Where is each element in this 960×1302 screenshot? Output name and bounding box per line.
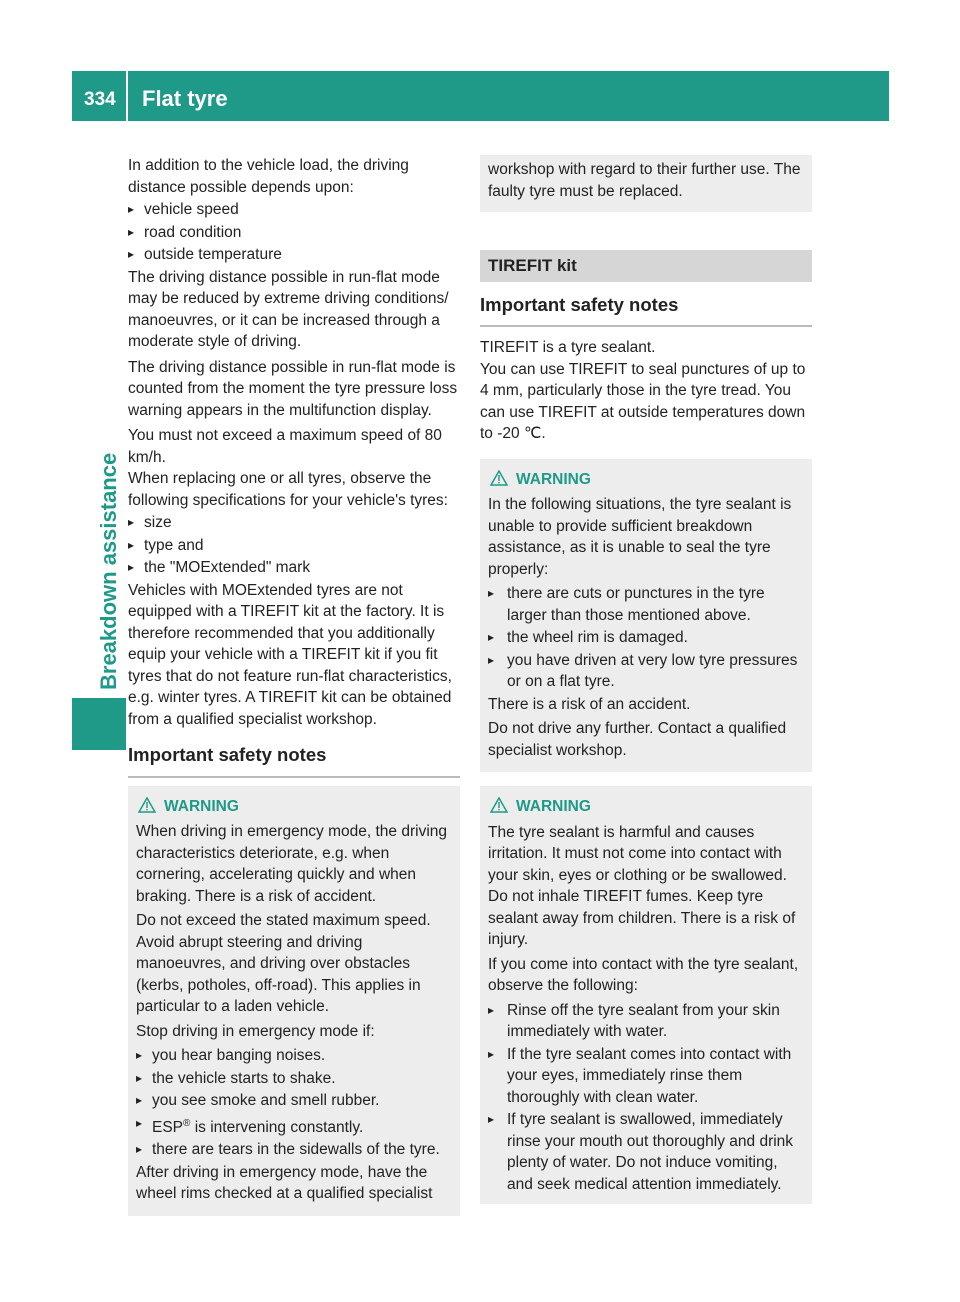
paragraph: After driving in emergency mode, have the wheel rims checked at a qualified specialist — [136, 1163, 433, 1203]
list-item: ▸ type and — [128, 535, 460, 557]
warning-label: WARNING — [516, 470, 591, 488]
paragraph: The driving distance possible in run-flat mode may be reduced by extreme driving conditions/ manoeuvres, or it can be increased through a moderate style of driving. — [128, 268, 449, 350]
paragraph: When driving in emergency mode, the driving characteristics deteriorate, e.g. when cornering, accelerating quickly and when braking. There is a risk of accident. — [136, 823, 448, 905]
paragraph: The tyre sealant is harmful and causes irritation. It must not come into contact with your skin, eyes or clothing or be swallowed. Do not inhale TIREFIT fumes. Keep tyre sealant away from children. There is a risk of injury. — [488, 823, 796, 948]
list-item — [136, 1113, 452, 1139]
paragraph: Do not exceed the stated maximum speed. Avoid abrupt steering and driving manoeuvres, and driving over obstacles (kerbs, potholes, off-road). This applies in particular to a laden vehicle. — [136, 912, 431, 1015]
esp-text: is intervening constantly. — [190, 1118, 364, 1136]
side-label — [70, 146, 126, 690]
right-column — [480, 155, 812, 1204]
paragraph: Stop driving in emergency mode if: — [136, 1022, 375, 1040]
subheading: Important safety notes — [480, 294, 812, 328]
paragraph: In the following situations, the tyre sealant is unable to provide sufficient breakdown assistance, as it is unable to seal the tyre properly: — [488, 496, 792, 578]
warning-triangle-icon — [490, 470, 508, 486]
paragraph: workshop with regard to their further use. The faulty tyre must be replaced. — [488, 161, 801, 200]
page-number: 334 — [84, 89, 116, 110]
list-item: ▸ you have driven at very low tyre pressures or on a flat tyre. — [488, 650, 804, 693]
registered-mark: ® — [183, 1117, 191, 1129]
paragraph: If you come into contact with the tyre sealant, observe the following: — [488, 955, 799, 994]
list-item: ▸ there are cuts or punctures in the tyre larger than those mentioned above. — [488, 583, 804, 626]
paragraph: Vehicles with MOExtended tyres are not equipped with a TIREFIT kit at the factory. It is therefore recommended that you additionally equip your vehicle with a TIREFIT kit if you fit tyres that do not feature run-flat characteristics, e.g. winter tyres. A TIREFIT kit can be obtained from a qualified specialist workshop. — [128, 581, 452, 728]
kit-title: TIREFIT kit — [480, 250, 812, 282]
list-item: ▸ If the tyre sealant comes into contact with your eyes, immediately rinse them thoroughly with clean water. — [488, 1044, 804, 1109]
warning-title — [488, 469, 804, 491]
paragraph: TIREFIT is a tyre sealant. — [480, 339, 656, 356]
list-item: ▸ If tyre sealant is swallowed, immediately rinse your mouth out thoroughly and drink plenty of water. Do not induce vomiting, and seek medical attention immediately. — [488, 1109, 804, 1195]
subheading: Important safety notes — [128, 744, 460, 778]
warning-title — [488, 796, 804, 818]
warning-title — [136, 796, 452, 818]
list-item: ▸ vehicle speed — [128, 199, 460, 221]
list-item: ▸ the "MOExtended" mark — [128, 557, 460, 579]
paragraph: When replacing one or all tyres, observe the following specifications for your vehicle's tyres: — [128, 470, 448, 509]
warning-box — [480, 459, 812, 773]
warning-triangle-icon — [138, 797, 156, 813]
list-item: ▸ outside temperature — [128, 244, 460, 266]
warning-label: WARNING — [516, 798, 591, 815]
list-item: ▸ the wheel rim is damaged. — [488, 627, 804, 649]
warning-box — [128, 786, 460, 1216]
esp-label: ESP — [152, 1118, 184, 1136]
list-item: ▸ you hear banging noises. — [136, 1045, 452, 1067]
list-item: ▸ the vehicle starts to shake. — [136, 1068, 452, 1090]
side-block — [72, 698, 126, 750]
list-item: ▸ there are tears in the sidewalls of the tyre. — [136, 1139, 452, 1161]
left-column — [128, 155, 460, 1216]
warning-triangle-icon — [490, 797, 508, 813]
paragraph: There is a risk of an accident. — [488, 695, 691, 713]
paragraph: You can use TIREFIT to seal punctures of up to 4 mm, particularly those in the tyre tread. You can use TIREFIT at outside temperatures down to -20 ℃. — [480, 360, 806, 442]
paragraph: You must not exceed a maximum speed of 80 km/h. — [128, 427, 442, 466]
paragraph: In addition to the vehicle load, the driving distance possible depends upon: — [128, 157, 409, 196]
list-item: ▸ you see smoke and smell rubber. — [136, 1090, 452, 1112]
header-divider — [126, 71, 128, 121]
paragraph: The driving distance possible in run-flat mode is counted from the moment the tyre pressure loss warning appears in the multifunction display. — [128, 358, 458, 419]
list-item: ▸ size — [128, 512, 460, 534]
list-item: ▸ road condition — [128, 222, 460, 244]
paragraph: Do not drive any further. Contact a qualified specialist workshop. — [488, 720, 787, 759]
warning-label: WARNING — [164, 797, 239, 815]
continued-warning-box — [480, 155, 812, 212]
list-item: ▸ Rinse off the tyre sealant from your skin immediately with water. — [488, 1000, 804, 1043]
section-title: Flat tyre — [142, 86, 228, 111]
warning-box — [480, 786, 812, 1204]
side-label-text: Breakdown assistance — [96, 452, 121, 690]
